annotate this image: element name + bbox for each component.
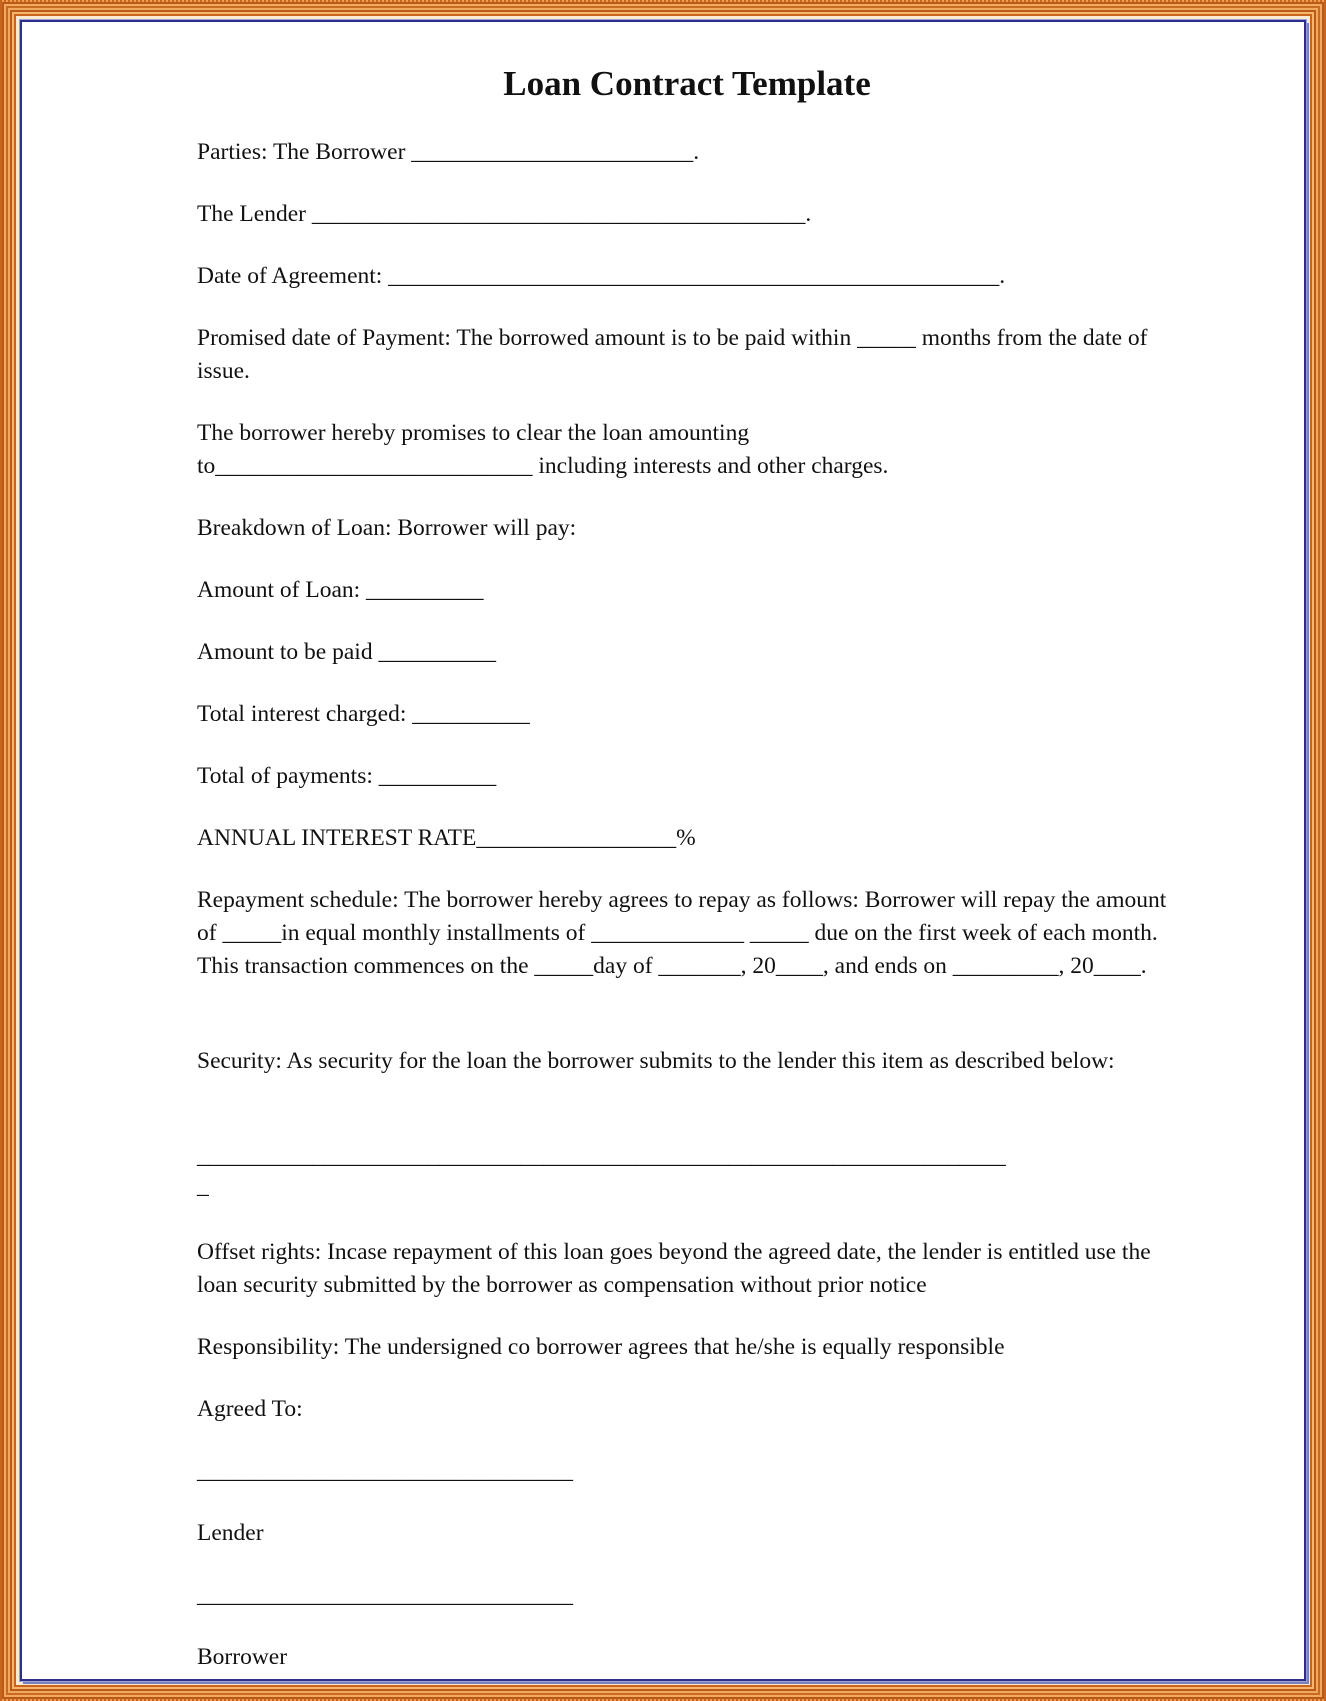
promise-clear-line-1: The borrower hereby promises to clear the loan amounting (197, 420, 750, 446)
lender-signature-label: Lender (197, 1520, 264, 1546)
amount-to-be-paid-line: Amount to be paid __________ (197, 639, 496, 665)
borrower-signature-line: ________________________________ (197, 1582, 573, 1608)
repayment-schedule-paragraph: Repayment schedule: The borrower hereby agrees to repay as follows: Borrower will repay the amount of _____in equal monthly installments of _____________ _____ due on the first week of each month. This transaction commences on the _____day of _______, 20____, and ends on _________, 20____. (197, 887, 1167, 979)
security-description-line: ______________________________________________________________________ (197, 1143, 1006, 1169)
total-interest-line: Total interest charged: __________ (197, 701, 530, 727)
document-title: Loan Contract Template (503, 64, 871, 103)
promised-date-paragraph: Promised date of Payment: The borrowed amount is to be paid within _____ months from the date of issue. (197, 325, 1148, 384)
parties-line: Parties: The Borrower ________________________. (197, 139, 700, 165)
annual-interest-rate-line: ANNUAL INTEREST RATE_________________% (197, 825, 696, 851)
security-paragraph: Security: As security for the loan the borrower submits to the lender this item as described below: (197, 1048, 1115, 1074)
breakdown-heading: Breakdown of Loan: Borrower will pay: (197, 515, 577, 541)
date-of-agreement-line: Date of Agreement: ____________________________________________________. (197, 263, 1006, 289)
offset-rights-paragraph: Offset rights: Incase repayment of this loan goes beyond the agreed date, the lender is entitled use the loan security submitted by the borrower as compensation without prior notice (197, 1239, 1151, 1298)
amount-of-loan-line: Amount of Loan: __________ (197, 577, 484, 603)
document-page (20, 20, 1306, 1681)
promise-clear-line-2: to___________________________ including interests and other charges. (197, 453, 889, 479)
borrower-signature-label: Borrower (197, 1644, 288, 1670)
total-payments-line: Total of payments: __________ (197, 763, 497, 789)
lender-signature-line: ________________________________ (197, 1458, 573, 1484)
agreed-to-label: Agreed To: (197, 1396, 303, 1422)
lender-line: The Lender __________________________________________. (197, 201, 812, 227)
security-description-line-tail: _ (197, 1173, 209, 1199)
document-body (197, 62, 1177, 1670)
responsibility-paragraph: Responsibility: The undersigned co borrower agrees that he/she is equally responsible (197, 1334, 1005, 1360)
